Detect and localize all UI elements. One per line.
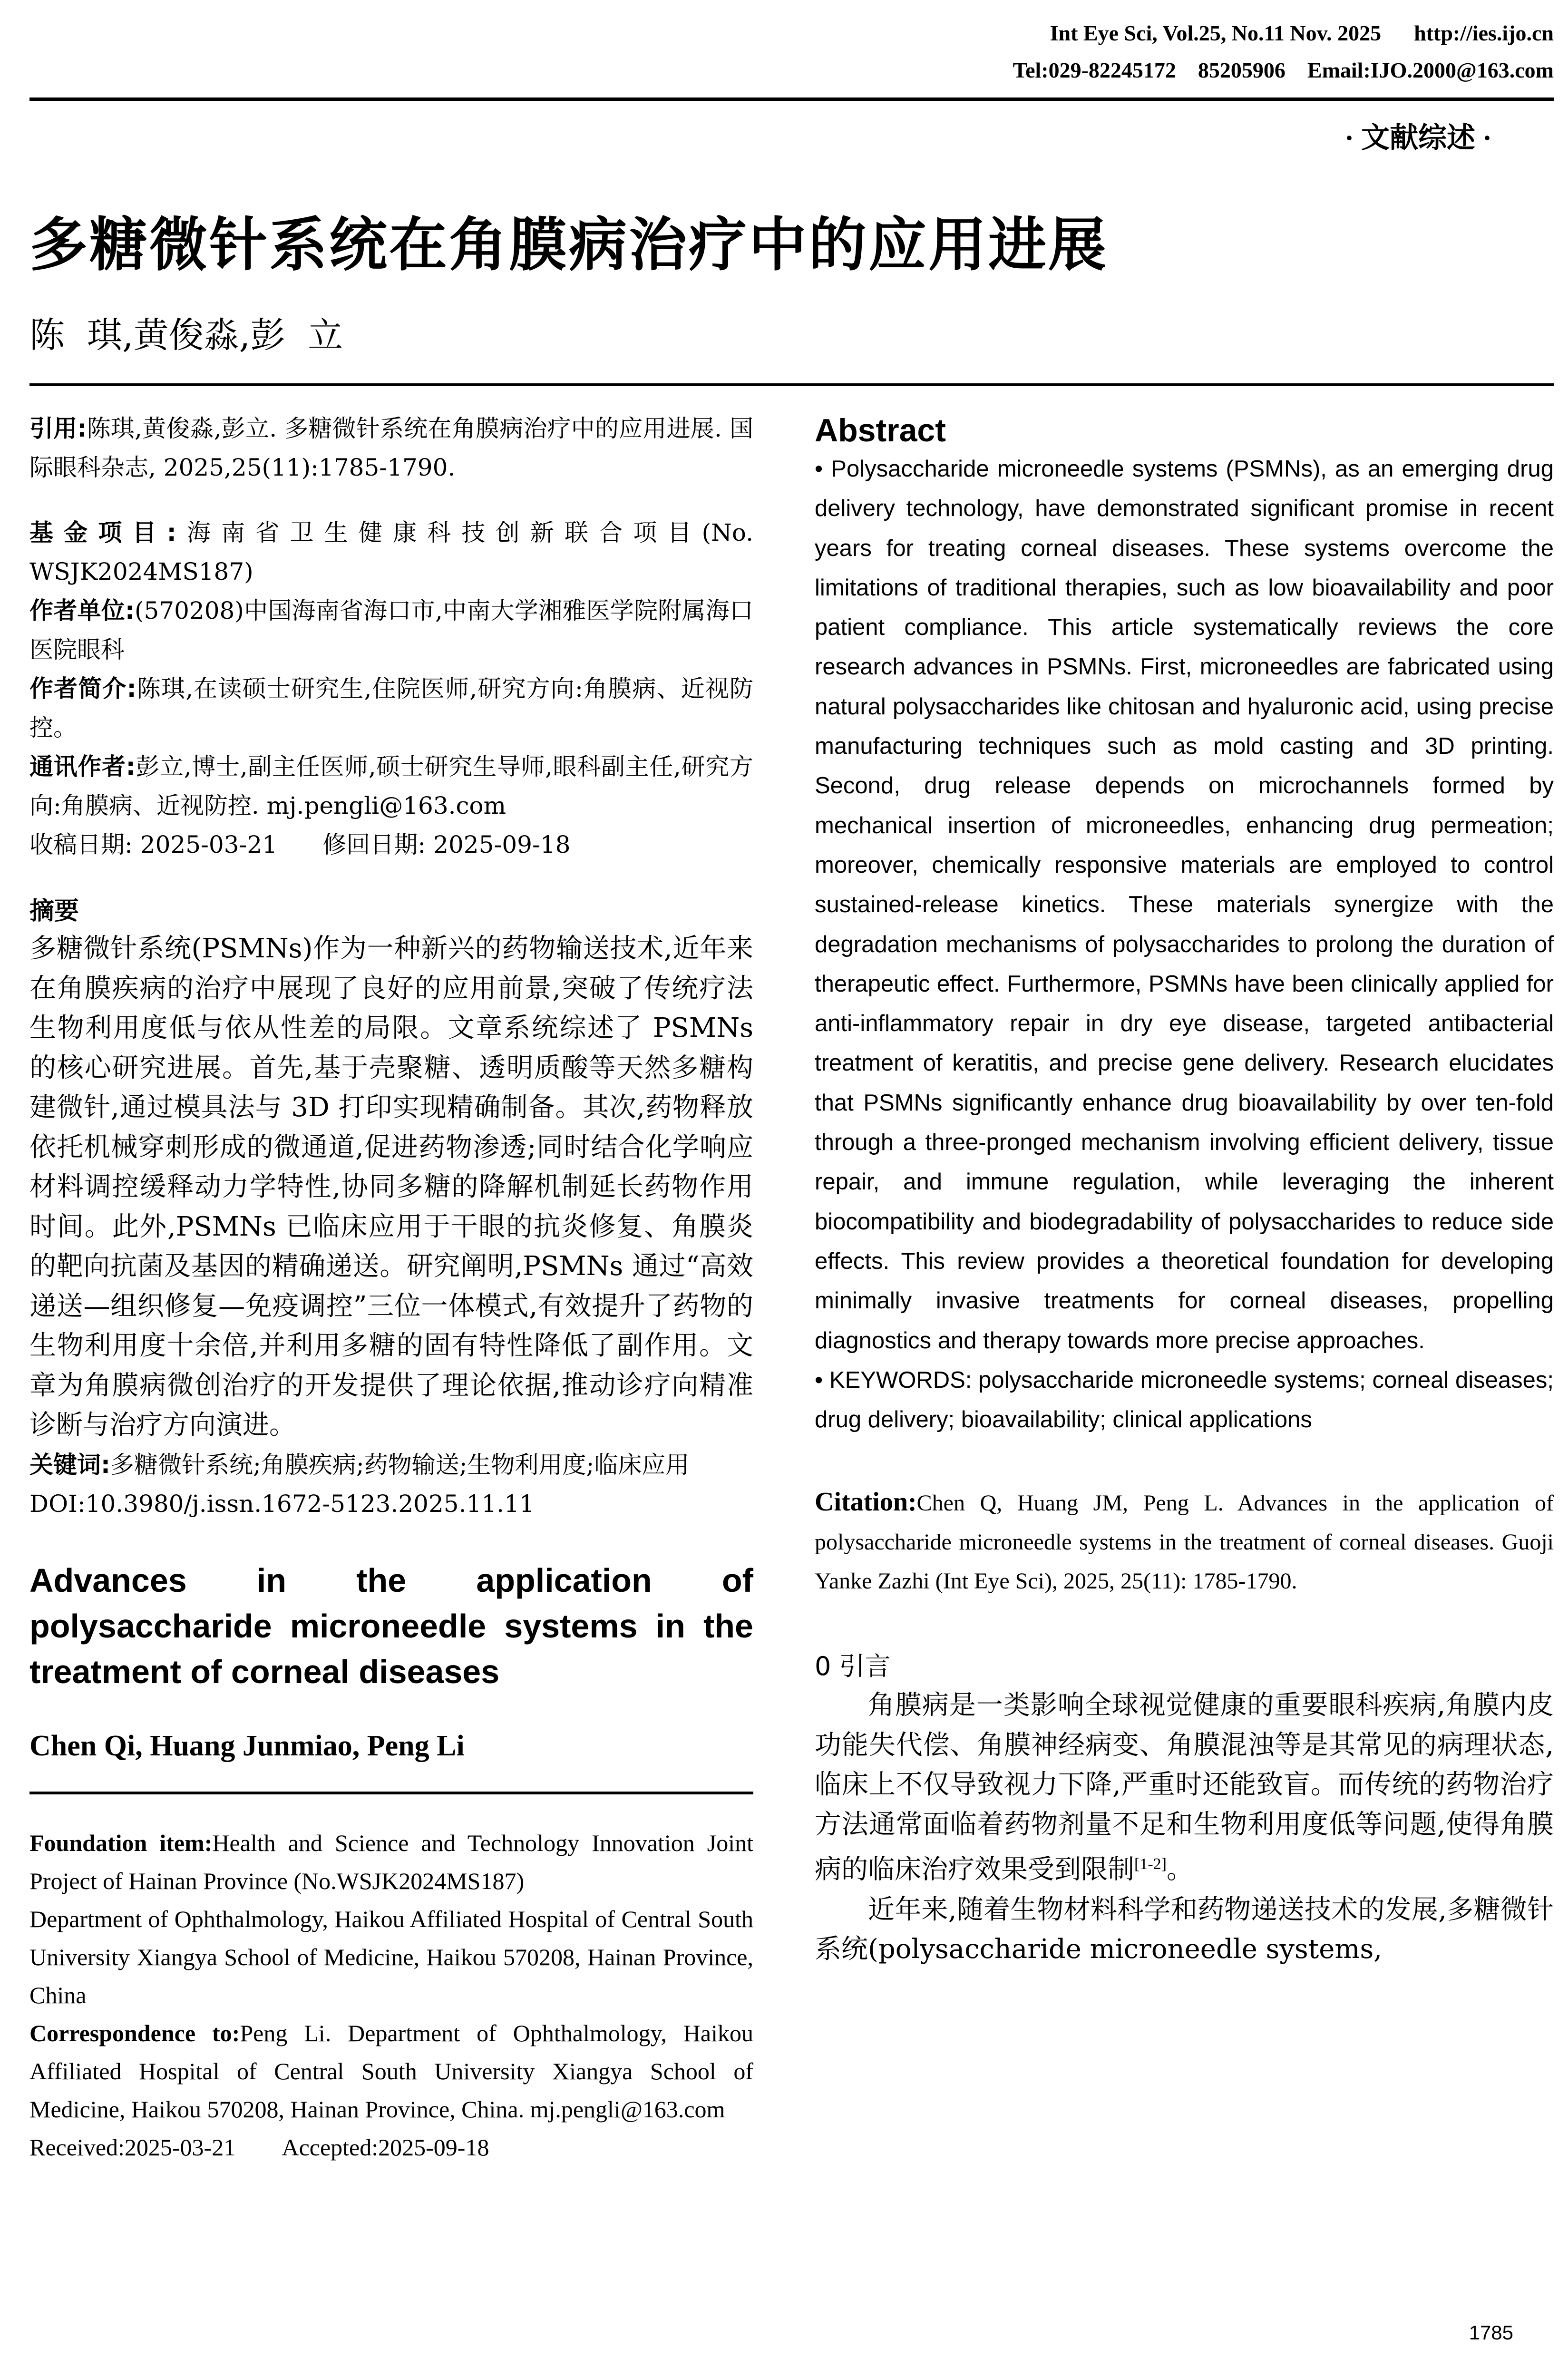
cn-fund-text: 海南省卫生健康科技创新联合项目(No. WSJK2024MS187) — [29, 519, 754, 585]
correspondence — [29, 2014, 753, 2128]
cn-corr-label: 通讯作者: — [29, 753, 136, 780]
cn-received-label: 收稿日期: — [29, 831, 133, 858]
citation-en — [815, 1482, 1554, 1601]
right-column — [815, 409, 1554, 1969]
cn-bio-label: 作者简介: — [29, 675, 136, 702]
authors-cn: 陈 琪,黄俊淼,彭 立 — [29, 315, 343, 356]
cn-fund-label: 基金项目: — [29, 519, 176, 546]
abstract-en-body: • Polysaccharide microneedle systems (PSMNs), as an emerging drug delivery technology, have demonstrated significant promise in recent years for treating corneal diseases. These systems overcome the limitations of traditional therapies, such as low bioavailability and poor patient compliance. This article systematically reviews the core research advances in PSMNs. First, microneedles are fabricated using natural polysaccharides like chitosan and hyaluronic acid, using precise manufacturing techniques such as mold casting and 3D printing. Second, drug release depends on microchannels formed by mechanical insertion of microneedles, enhancing drug permeation; moreover, chemically responsive materials are employed to control sustained-release kinetics. These materials synergize with the degradation mechanisms of polysaccharides to prolong the duration of therapeutic effect. Furthermore, PSMNs have been clinically applied for anti-inflammatory repair in dry eye disease, targeted antibacterial treatment of keratitis, and precise gene delivery. Research elucidates that PSMNs significantly enhance drug bioavailability by over ten-fold through a three-pronged mechanism involving efficient delivery, tissue repair, and immune regulation, while leveraging the inherent biocompatibility and biodegradability of polysaccharides to reduce side effects. This review provides a theoretical foundation for developing minimally invasive treatments for corneal diseases, propelling diagnostics and therapy towards more precise approaches. — [815, 456, 1554, 1354]
cn-received-date: 2025-03-21 — [140, 831, 278, 858]
en-dates — [29, 2128, 753, 2166]
foundation-label: Foundation item: — [29, 1829, 213, 1856]
cn-dates — [29, 825, 753, 864]
page-number: 1785 — [1469, 2321, 1513, 2344]
abstract-cn-heading: 摘要 — [29, 897, 79, 925]
introduction-para-1 — [815, 1685, 1554, 1890]
authors-en: Chen Qi, Huang Junmiao, Peng Li — [29, 1729, 465, 1762]
correspondence-text: Peng Li. Department of Ophthalmology, Haikou Affiliated Hospital of Central South University Xiangya School of Medicine, Haikou 570208, Hainan Province, China. mj.pengli@163.com — [29, 2019, 753, 2123]
cn-keywords — [29, 1445, 753, 1484]
cn-revised-date: 2025-09-18 — [433, 831, 571, 858]
cn-bio — [29, 669, 753, 747]
accepted-label: Accepted: — [282, 2133, 379, 2161]
cn-corr-text: 彭立,博士,副主任医师,硕士研究生导师,眼科副主任,研究方向:角膜病、近视防控. mj.pengli@163.com — [29, 753, 754, 819]
en-meta-block — [29, 1824, 753, 2166]
introduction-heading: 0 引言 — [815, 1651, 891, 1682]
cn-fund — [29, 513, 753, 591]
foundation-item — [29, 1824, 753, 1900]
cn-unit-label: 作者单位: — [29, 597, 135, 624]
title-rule — [29, 383, 1554, 386]
journal-header-line2: Tel:029-82245172 85205906 Email:IJO.2000@163.com — [1013, 58, 1554, 82]
introduction-para-1-end: 。 — [1166, 1854, 1193, 1886]
cn-citation-text: 陈琪,黄俊淼,彭立. 多糖微针系统在角膜病治疗中的应用进展. 国际眼科杂志, 2025,25(11):1785-1790. — [29, 415, 753, 481]
cn-citation-label: 引用: — [29, 415, 87, 442]
section-tag: · 文献综述 · — [1344, 122, 1492, 154]
cn-keywords-label: 关键词: — [29, 1451, 110, 1479]
accepted-date: 2025-09-18 — [378, 2133, 489, 2161]
cn-citation — [29, 409, 753, 487]
cn-meta-block — [29, 409, 753, 864]
correspondence-label: Correspondence to: — [29, 2019, 240, 2046]
citation-en-text: Chen Q, Huang JM, Peng L. Advances in the application of polysaccharide microneedle systems in the treatment of corneal diseases. Guoji Yanke Zazhi (Int Eye Sci), 2025, 25(11): 1785-1790. — [815, 1490, 1554, 1594]
abstract-en-keywords: • KEYWORDS: polysaccharide microneedle systems; corneal diseases; drug delivery; bioavailability; clinical applications — [815, 1367, 1554, 1433]
received-date: 2025-03-21 — [124, 2133, 236, 2161]
affiliation-en: Department of Ophthalmology, Haikou Affiliated Hospital of Central South University Xiangya School of Medicine, Haikou 570208, Hainan Province, China — [29, 1905, 753, 2008]
cn-keywords-block — [29, 1445, 753, 1523]
cn-corr — [29, 747, 753, 825]
cn-keywords-text: 多糖微针系统;角膜疾病;药物输送;生物利用度;临床应用 — [110, 1451, 690, 1479]
introduction-para-1-text: 角膜病是一类影响全球视觉健康的重要眼科疾病,角膜内皮功能失代偿、角膜神经病变、角膜混浊等是其常见的病理状态,临床上不仅导致视力下降,严重时还能致盲。而传统的药物治疗方法通常面临着药物剂量不足和生物利用度低等问题,使得角膜病的临床治疗效果受到限制 — [815, 1690, 1554, 1886]
foundation-text: Health and Science and Technology Innovation Joint Project of Hainan Province (No.WSJK2024MS187) — [29, 1829, 753, 1894]
citation-en-label: Citation: — [815, 1487, 917, 1517]
received-label: Received: — [29, 2133, 125, 2161]
abstract-cn-body: 多糖微针系统(PSMNs)作为一种新兴的药物输送技术,近年来在角膜疾病的治疗中展现了良好的应用前景,突破了传统疗法生物利用度低与依从性差的局限。文章系统综述了 PSMNs 的核心研究进展。首先,基于壳聚糖、透明质酸等天然多糖构建微针,通过模具法与 3D 打印实现精确制备。其次,药物释放依托机械穿刺形成的微通道,促进药物渗透;同时结合化学响应材料调控缓释动力学特性,协同多糖的降解机制延长药物作用时间。此外,PSMNs 已临床应用于干眼的抗炎修复、角膜炎的靶向抗菌及基因的精确递送。研究阐明,PSMNs 通过“高效递送—组织修复—免疫调控”三位一体模式,有效提升了药物的生物利用度十余倍,并利用多糖的固有特性降低了副作用。文章为角膜病微创治疗的开发提供了理论依据,推动诊疗向精准诊断与治疗方向演进。 — [29, 933, 753, 1441]
left-column — [29, 409, 753, 2166]
header-rule — [29, 97, 1554, 101]
cn-unit-text: (570208)中国海南省海口市,中南大学湘雅医学院附属海口医院眼科 — [29, 597, 753, 663]
reference-link[interactable]: [1-2] — [1134, 1855, 1167, 1873]
abstract-en-heading: Abstract — [815, 412, 946, 448]
introduction-para-2: 近年来,随着生物材料科学和药物递送技术的发展,多糖微针系统(polysaccharide microneedle systems, — [815, 1894, 1554, 1965]
journal-header-line1: Int Eye Sci, Vol.25, No.11 Nov. 2025 http://ies.ijo.cn — [1050, 21, 1554, 45]
cn-revised-label: 修回日期: — [322, 831, 426, 858]
cn-bio-text: 陈琪,在读硕士研究生,住院医师,研究方向:角膜病、近视防控。 — [29, 675, 753, 741]
doi[interactable]: DOI:10.3980/j.issn.1672-5123.2025.11.11 — [29, 1490, 535, 1518]
cn-unit — [29, 591, 753, 669]
authors-rule — [29, 1792, 753, 1794]
article-title-en: Advances in the application of polysaccharide microneedle systems in the treatment of corneal diseases — [29, 1561, 753, 1690]
article-title-cn: 多糖微针系统在角膜病治疗中的应用进展 — [29, 211, 1108, 279]
